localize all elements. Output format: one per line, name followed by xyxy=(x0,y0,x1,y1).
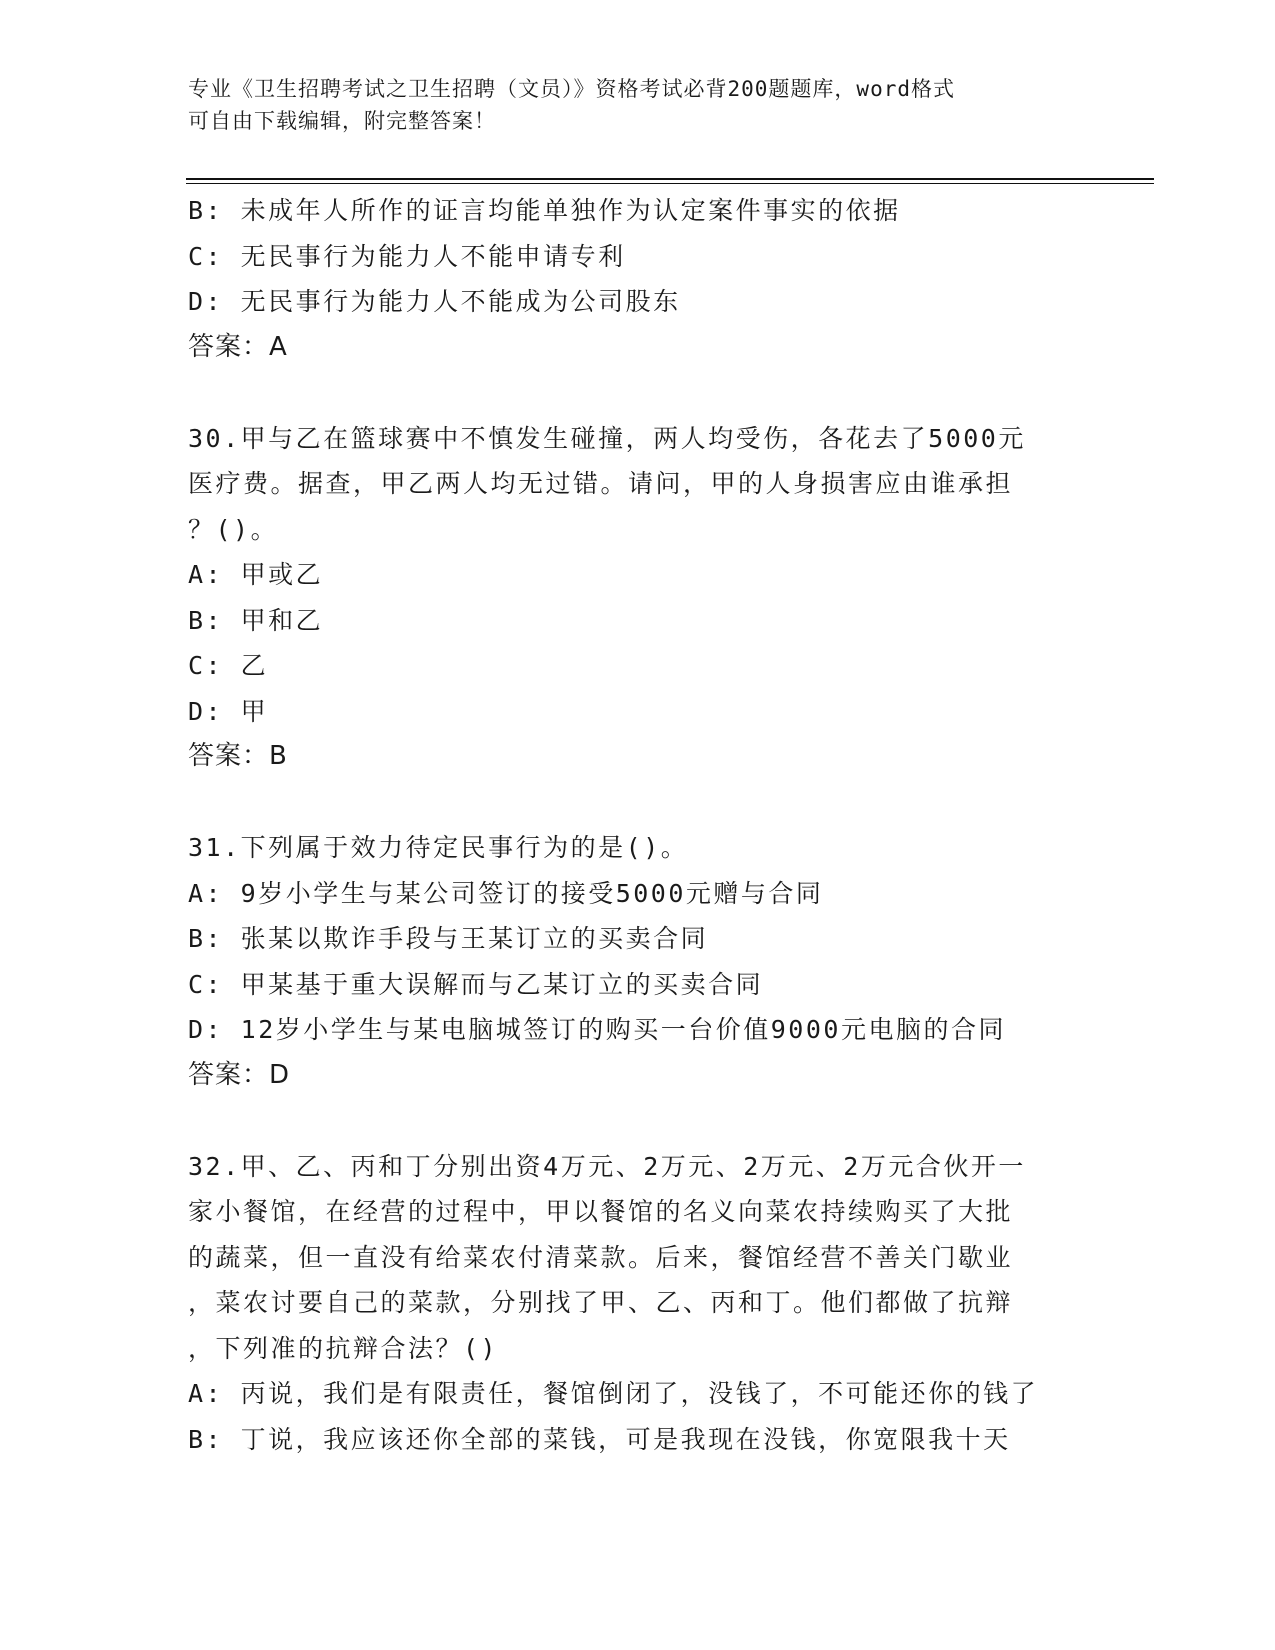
option-a: A: 丙说，我们是有限责任，餐馆倒闭了，没钱了，不可能还你的钱了 xyxy=(188,1379,1039,1408)
question-stem: 的蔬菜，但一直没有给菜农付清菜款。后来，餐馆经营不善关门歇业 xyxy=(188,1242,1014,1272)
option-b: B: 甲和乙 xyxy=(188,605,324,635)
option-c: C: 无民事行为能力人不能申请专利 xyxy=(188,241,626,271)
option-c: C: 甲某基于重大误解而与乙某订立的买卖合同 xyxy=(188,969,764,999)
question-stem: ？()。 xyxy=(188,514,279,544)
question-stem: ，菜农讨要自己的菜款，分别找了甲、乙、丙和丁。他们都做了抗辩 xyxy=(188,1288,1014,1317)
question-stem: 医疗费。据查，甲乙两人均无过错。请问，甲的人身损害应由谁承担 xyxy=(188,469,1014,498)
header-line-2: 可自由下载编辑，附完整答案！ xyxy=(188,109,496,133)
question-32 xyxy=(188,1144,1088,1463)
question-stem: 家小餐馆，在经营的过程中，甲以餐馆的名义向菜农持续购买了大批 xyxy=(188,1197,1014,1226)
option-b: B: 张某以欺诈手段与王某订立的买卖合同 xyxy=(188,924,709,953)
question-29 xyxy=(188,188,1088,370)
option-b: B: 丁说，我应该还你全部的菜钱，可是我现在没钱，你宽限我十天 xyxy=(188,1424,1011,1454)
header-divider-thin xyxy=(186,183,1154,184)
document-header xyxy=(188,73,1068,137)
header-divider xyxy=(186,178,1154,180)
question-stem: 32.甲、乙、丙和丁分别出资4万元、2万元、2万元、2万元合伙开一 xyxy=(188,1151,1026,1181)
option-d: D: 无民事行为能力人不能成为公司股东 xyxy=(188,287,681,316)
option-d: D: 甲 xyxy=(188,696,269,726)
question-stem: ，下列准的抗辩合法？() xyxy=(188,1333,499,1363)
header-line-1: 专业《卫生招聘考试之卫生招聘（文员）》资格考试必背200题题库，word格式 xyxy=(188,77,955,101)
option-d: D: 12岁小学生与某电脑城签订的购买一台价值9000元电脑的合同 xyxy=(188,1015,1006,1044)
answer-line: 答案：D xyxy=(188,1059,291,1090)
option-c: C: 乙 xyxy=(188,651,269,680)
question-30 xyxy=(188,416,1088,780)
question-31 xyxy=(188,825,1088,1098)
question-stem: 30.甲与乙在篮球赛中不慎发生碰撞，两人均受伤，各花去了5000元 xyxy=(188,423,1026,453)
question-stem: 31.下列属于效力待定民事行为的是()。 xyxy=(188,833,689,862)
option-b: B: 未成年人所作的证言均能单独作为认定案件事实的依据 xyxy=(188,196,901,225)
question-content xyxy=(188,188,1088,1462)
option-a: A: 9岁小学生与某公司签订的接受5000元赠与合同 xyxy=(188,878,824,908)
answer-line: 答案：A xyxy=(188,331,288,362)
option-a: A: 甲或乙 xyxy=(188,560,324,589)
answer-line: 答案：B xyxy=(188,741,288,771)
